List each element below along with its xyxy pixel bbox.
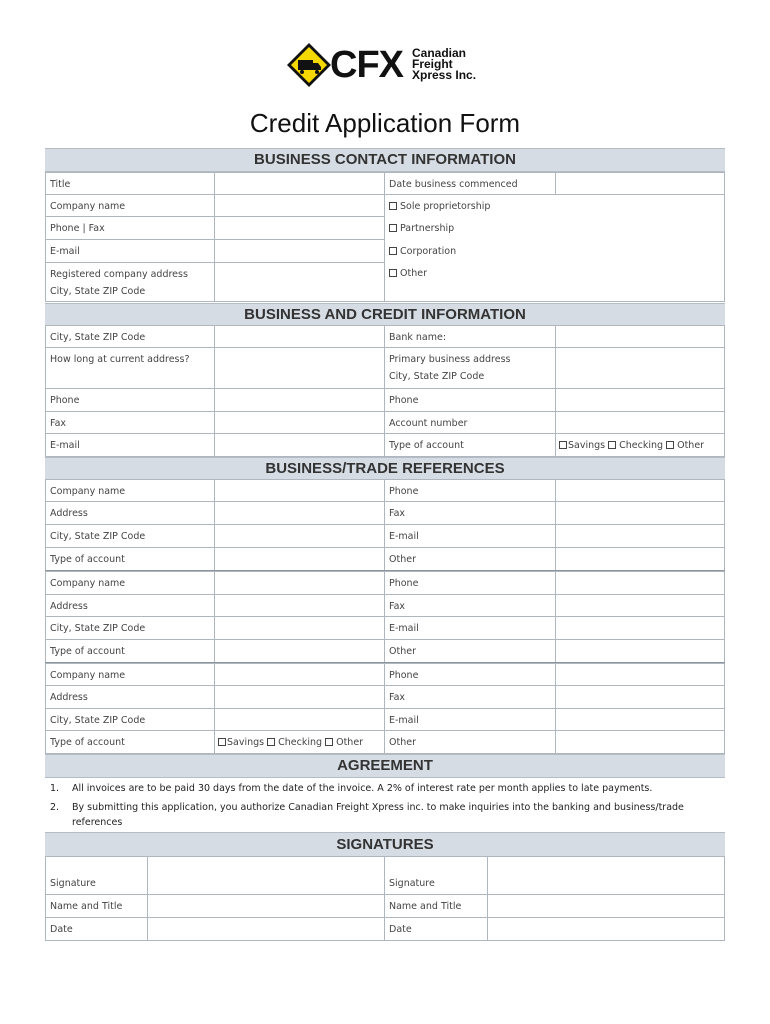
label-ref2-address: Address (45, 594, 215, 617)
label-bank-name: Bank name: (384, 325, 556, 348)
label-ref1-type: Type of account (45, 547, 215, 571)
input-ref3-city[interactable] (214, 708, 385, 731)
label-ref1-address: Address (45, 501, 215, 525)
input-date-commenced[interactable] (555, 172, 725, 195)
account-type-options (555, 433, 725, 457)
label-signature-left: Signature (45, 856, 148, 895)
checkbox-icon[interactable] (389, 224, 397, 232)
input-ref1-address[interactable] (214, 501, 385, 525)
input-ref3-email[interactable] (555, 708, 725, 731)
input-ref1-city[interactable] (214, 524, 385, 548)
input-name-title-right[interactable] (487, 894, 725, 918)
section-header-signatures: SIGNATURES (45, 832, 725, 858)
label-ref3-company: Company name (45, 663, 215, 686)
label-credit-email: E-mail (45, 433, 215, 457)
label-name-title-left: Name and Title (45, 894, 148, 918)
agreement-item-1: 1. All invoices are to be paid 30 days from the date of the invoice. A 2% of interest rate per month applies to late payments. (50, 783, 653, 794)
input-account-number[interactable] (555, 411, 725, 434)
input-ref1-other[interactable] (555, 547, 725, 571)
option-other[interactable]: Other (389, 265, 720, 287)
input-ref2-address[interactable] (214, 594, 385, 617)
label-ref1-phone: Phone (384, 479, 556, 502)
option-partnership[interactable]: Partnership (389, 220, 720, 243)
input-name-title-left[interactable] (147, 894, 385, 918)
input-ref2-company[interactable] (214, 571, 385, 595)
input-ref3-fax[interactable] (555, 685, 725, 709)
agreement-item-2: 2. By submitting this application, you authorize Canadian Freight Xpress inc. to make inquiries into the banking and business/trade references (50, 802, 684, 828)
option-corporation[interactable]: Corporation (389, 243, 720, 265)
checkbox-icon[interactable] (389, 269, 397, 277)
input-ref2-email[interactable] (555, 616, 725, 640)
label-date-left: Date (45, 917, 148, 941)
label-ref1-fax: Fax (384, 501, 556, 525)
label-ref2-city: City, State ZIP Code (45, 616, 215, 640)
ref3-account-type-options (214, 730, 385, 754)
section-header-trade: BUSINESS/TRADE REFERENCES (45, 457, 725, 481)
label-ref3-other: Other (384, 730, 556, 754)
input-ref2-other[interactable] (555, 639, 725, 663)
input-date-left[interactable] (147, 917, 385, 941)
checkbox-icon[interactable] (325, 738, 333, 746)
input-ref2-fax[interactable] (555, 594, 725, 617)
input-ref3-other[interactable] (555, 730, 725, 754)
label-ref3-phone: Phone (384, 663, 556, 686)
business-type-options (384, 194, 725, 302)
label-name-title-right: Name and Title (384, 894, 488, 918)
label-bank-phone: Phone (384, 388, 556, 412)
section-header-credit: BUSINESS AND CREDIT INFORMATION (45, 303, 725, 327)
label-credit-city: City, State ZIP Code (45, 325, 215, 348)
label-phone-fax: Phone | Fax (45, 216, 215, 240)
label-ref3-address: Address (45, 685, 215, 709)
input-ref2-city[interactable] (214, 616, 385, 640)
label-ref2-phone: Phone (384, 571, 556, 595)
option-savings[interactable]: Savings (218, 737, 264, 748)
label-ref2-fax: Fax (384, 594, 556, 617)
label-ref3-fax: Fax (384, 685, 556, 709)
company-logo (286, 40, 496, 92)
page-title: Credit Application Form (249, 108, 521, 138)
input-signature-right[interactable] (487, 856, 725, 895)
input-ref2-phone[interactable] (555, 571, 725, 595)
checkbox-icon[interactable] (218, 738, 226, 746)
option-checking[interactable]: Checking (267, 737, 322, 748)
input-ref2-type[interactable] (214, 639, 385, 663)
input-signature-left[interactable] (147, 856, 385, 895)
input-date-right[interactable] (487, 917, 725, 941)
input-ref1-company[interactable] (214, 479, 385, 502)
label-ref2-type: Type of account (45, 639, 215, 663)
checkbox-icon[interactable] (389, 202, 397, 210)
label-ref2-email: E-mail (384, 616, 556, 640)
label-title: Title (45, 172, 215, 195)
label-ref3-city: City, State ZIP Code (45, 708, 215, 731)
input-bank-name[interactable] (555, 325, 725, 348)
checkbox-icon[interactable] (608, 441, 616, 449)
input-credit-email[interactable] (214, 433, 385, 457)
label-ref1-email: E-mail (384, 524, 556, 548)
label-credit-phone: Phone (45, 388, 215, 412)
checkbox-icon[interactable] (666, 441, 674, 449)
logo-brand: CFX (330, 44, 403, 86)
input-ref3-phone[interactable] (555, 663, 725, 686)
label-credit-fax: Fax (45, 411, 215, 434)
label-type-of-account: Type of account (384, 433, 556, 457)
option-sole-proprietorship[interactable]: Sole proprietorship (389, 198, 720, 220)
input-ref3-address[interactable] (214, 685, 385, 709)
label-ref3-type: Type of account (45, 730, 215, 754)
truck-sign-icon (286, 42, 332, 88)
checkbox-icon[interactable] (267, 738, 275, 746)
label-account-number: Account number (384, 411, 556, 434)
label-ref2-company: Company name (45, 571, 215, 595)
label-ref1-company: Company name (45, 479, 215, 502)
section-header-agreement: AGREEMENT (45, 754, 725, 778)
checkbox-icon[interactable] (559, 441, 567, 449)
input-title[interactable] (214, 172, 385, 195)
input-phone-fax[interactable] (214, 216, 385, 240)
option-other[interactable]: Other (325, 737, 363, 748)
input-ref1-type[interactable] (214, 547, 385, 571)
label-registered-address: Registered company address City, State ZIP Code (45, 262, 215, 302)
label-date-right: Date (384, 917, 488, 941)
input-primary-address[interactable] (555, 347, 725, 389)
input-company-name[interactable] (214, 194, 385, 217)
option-savings[interactable]: Savings (559, 440, 605, 451)
input-ref1-email[interactable] (555, 524, 725, 548)
input-how-long[interactable] (214, 347, 385, 389)
label-how-long: How long at current address? (45, 347, 215, 389)
input-registered-address[interactable] (214, 262, 385, 302)
label-company-name: Company name (45, 194, 215, 217)
input-email[interactable] (214, 239, 385, 263)
checkbox-icon[interactable] (389, 247, 397, 255)
section-header-contact: BUSINESS CONTACT INFORMATION (45, 148, 725, 172)
input-credit-fax[interactable] (214, 411, 385, 434)
option-checking[interactable]: Checking (608, 440, 663, 451)
input-ref1-phone[interactable] (555, 479, 725, 502)
input-ref1-fax[interactable] (555, 501, 725, 525)
label-ref1-city: City, State ZIP Code (45, 524, 215, 548)
label-primary-address: Primary business address City, State ZIP Code (384, 347, 556, 389)
input-ref3-company[interactable] (214, 663, 385, 686)
input-bank-phone[interactable] (555, 388, 725, 412)
label-ref3-email: E-mail (384, 708, 556, 731)
input-credit-phone[interactable] (214, 388, 385, 412)
label-ref1-other: Other (384, 547, 556, 571)
label-ref2-other: Other (384, 639, 556, 663)
label-signature-right: Signature (384, 856, 488, 895)
option-other[interactable]: Other (666, 440, 704, 451)
label-email: E-mail (45, 239, 215, 263)
input-credit-city[interactable] (214, 325, 385, 348)
label-date-commenced: Date business commenced (384, 172, 556, 195)
logo-company-name: Canadian Freight Xpress Inc. (412, 46, 477, 82)
